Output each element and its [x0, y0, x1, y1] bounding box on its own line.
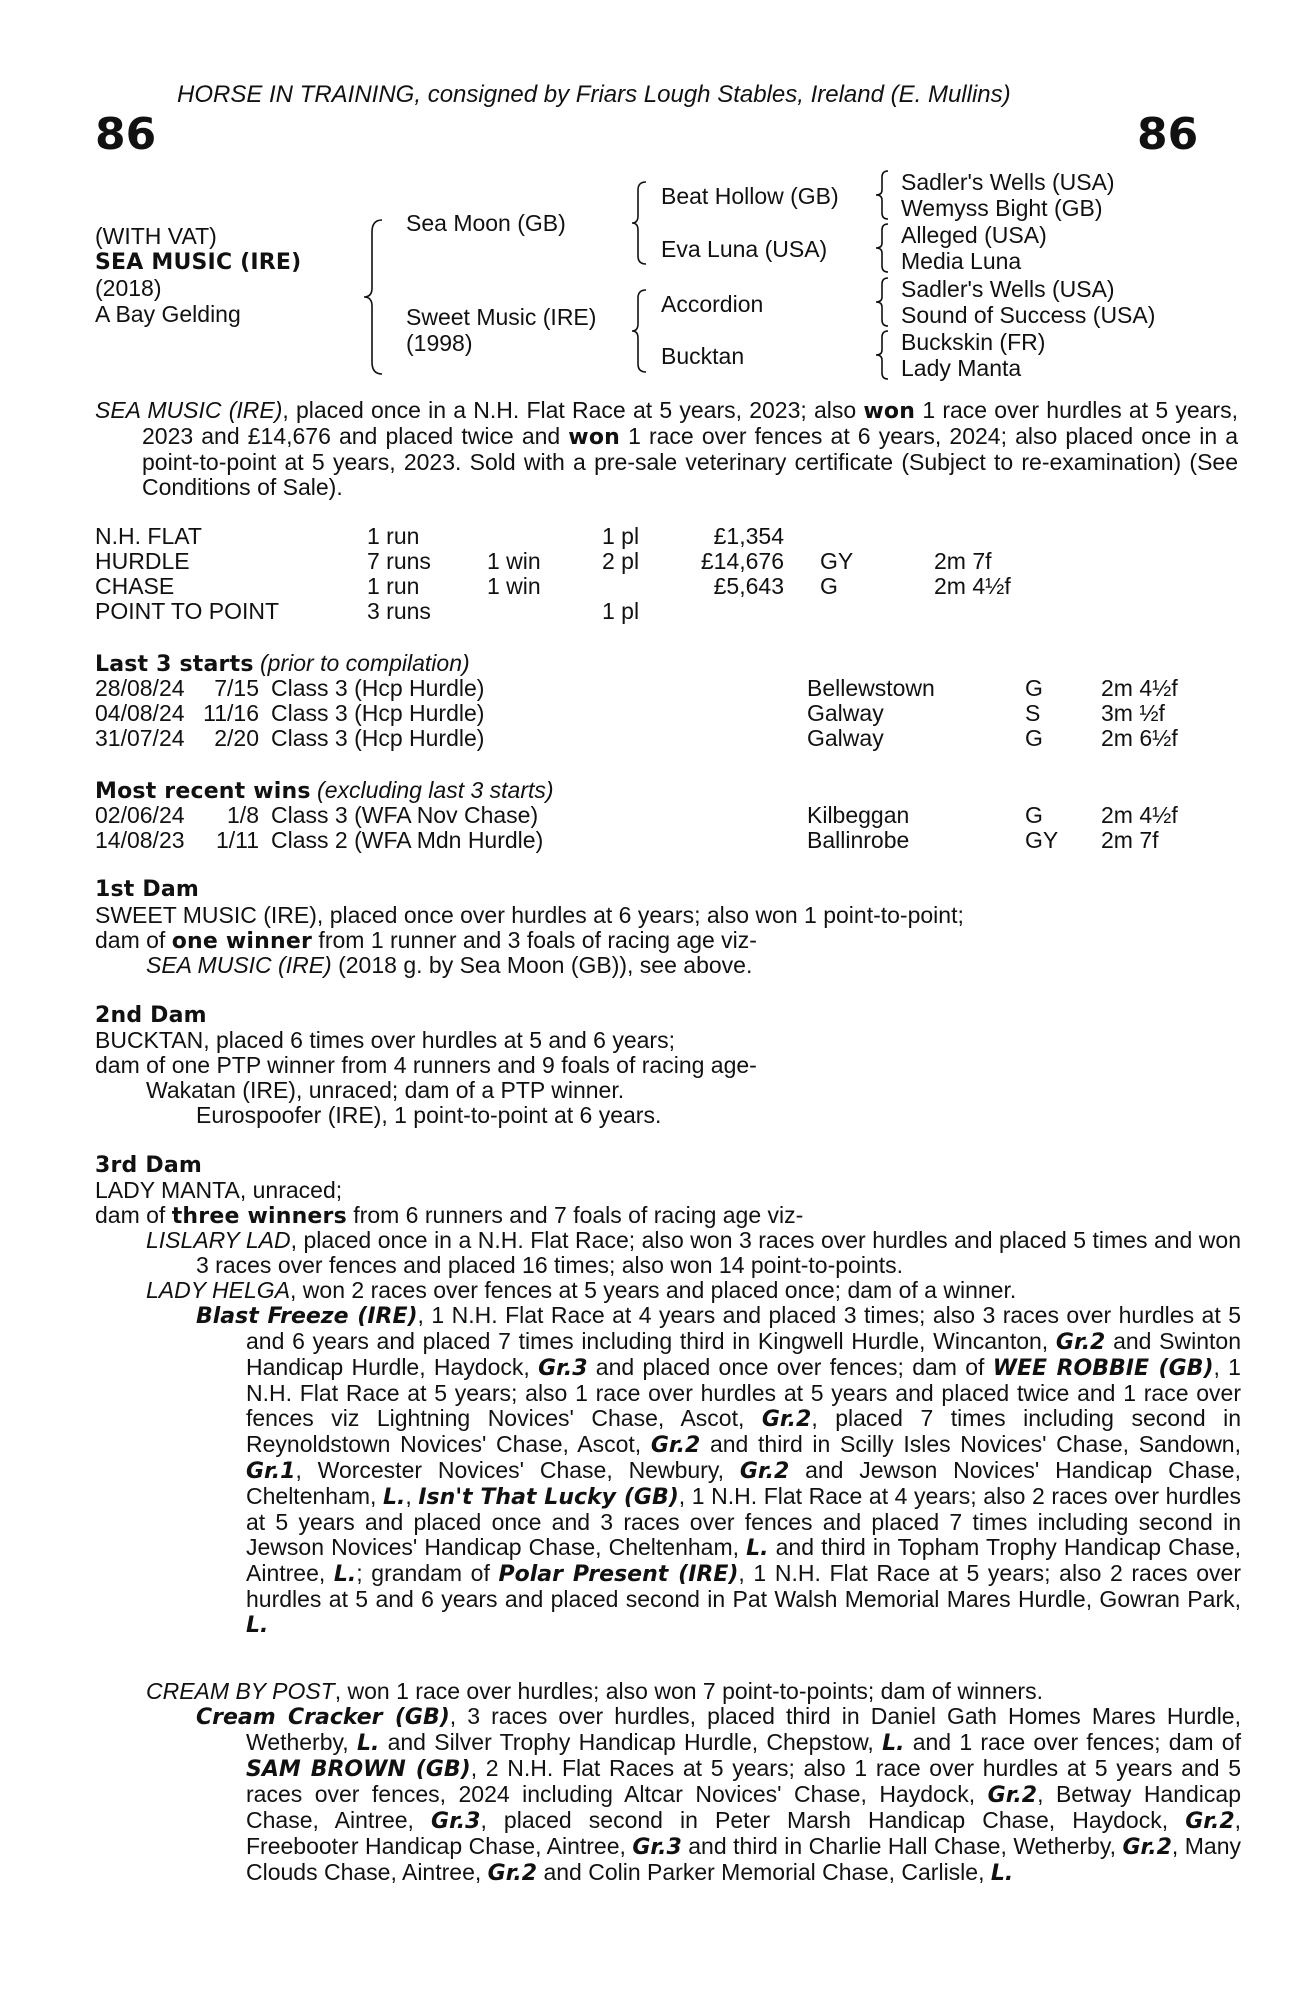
horse-name: SEA MUSIC (IRE) [95, 250, 302, 275]
pedigree-brace-g2 [874, 222, 892, 274]
text: and Jewson Novices' Handicap Chase, Cheltenham, [246, 1457, 1241, 1509]
granddam-media-luna: Media Luna [901, 248, 1022, 274]
bold-name: SAM BROWN (GB) [246, 1757, 471, 1782]
section-note: (excluding last 3 starts) [310, 777, 554, 803]
record-wins: 1 win [487, 548, 541, 574]
start-going: S [1025, 700, 1041, 726]
summary-won: won [863, 399, 916, 424]
grade: Gr.2 [761, 1407, 812, 1432]
text: , [405, 1483, 419, 1509]
pedigree-brace-main [362, 218, 386, 376]
text: and 1 race over fences; dam of [904, 1729, 1241, 1755]
grade: L. [246, 1613, 269, 1638]
dam-year: (1998) [406, 330, 473, 356]
start-date: 31/07/24 [95, 725, 185, 751]
grade: L. [990, 1861, 1014, 1886]
record-distance: 2m 7f [934, 548, 992, 574]
win-course: Ballinrobe [807, 827, 910, 853]
text: and placed once over fences; dam of [587, 1354, 993, 1380]
win-date: 02/06/24 [95, 802, 185, 828]
offspring-blast-freeze [196, 1303, 1241, 1638]
start-date: 28/08/24 [95, 675, 185, 701]
horse-year: (2018) [95, 275, 162, 301]
section-note: (prior to compilation) [253, 650, 470, 676]
last-starts-table [95, 676, 1178, 751]
summary-text: 1 race over hurdles at 5 years, 2023 and £14,676 and placed twice and [142, 397, 1238, 449]
grade: Gr.2 [1055, 1330, 1106, 1355]
start-position: 2/20 [214, 725, 259, 751]
start-race: Class 3 (Hcp Hurdle) [271, 700, 485, 726]
text: , placed 7 times including second in Reynoldstown Novices' Chase, Ascot, [246, 1405, 1241, 1457]
race-record-row [95, 599, 1011, 624]
start-course: Bellewstown [807, 675, 935, 701]
text: dam of [95, 1202, 172, 1228]
race-record-table [95, 524, 1011, 624]
text: , Freebooter Handicap Chase, Aintree, [246, 1807, 1242, 1859]
start-distance: 3m ½f [1101, 700, 1165, 726]
section-heading: Most recent wins [95, 779, 311, 804]
record-wins: 1 win [487, 573, 541, 599]
grade: L. [356, 1731, 380, 1756]
text: dam of [95, 927, 172, 953]
bold-name: Cream Cracker (GB) [196, 1705, 450, 1730]
summary-horse-name: SEA MUSIC (IRE) [95, 397, 283, 423]
second-dam-produce-line: dam of one PTP winner from 4 runners and 9 foals of racing age- [95, 1052, 757, 1078]
offspring-cream-cracker [196, 1704, 1241, 1886]
section-heading: Last 3 starts [95, 652, 254, 677]
pedigree-brace-g3 [874, 276, 892, 328]
record-runs: 1 run [367, 573, 420, 599]
recent-wins-table [95, 803, 1178, 853]
win-position: 1/8 [227, 802, 259, 828]
text: , Worcester Novices' Chase, Newbury, [295, 1457, 740, 1483]
offspring-name: SEA MUSIC (IRE) [146, 952, 332, 978]
text: from 6 runners and 7 foals of racing age viz- [346, 1202, 804, 1228]
start-going: G [1025, 675, 1043, 701]
start-row [95, 701, 1178, 726]
vat-label: (WITH VAT) [95, 223, 217, 249]
record-going [820, 599, 934, 624]
text: and Silver Trophy Handicap Hurdle, Chepstow, [379, 1729, 883, 1755]
race-record-row [95, 549, 1011, 574]
race-record-row [95, 574, 1011, 599]
third-dam-produce-line [95, 1203, 803, 1229]
first-dam-offspring [146, 953, 752, 978]
record-going [820, 524, 934, 549]
record-places: 1 pl [602, 523, 640, 549]
recent-wins-heading [95, 778, 554, 804]
win-course: Kilbeggan [807, 802, 910, 828]
offspring-text: , won 2 races over fences at 5 years and placed once; dam of a winner. [290, 1277, 1017, 1303]
pedigree-brace-g4 [874, 329, 892, 381]
grade: Gr.3 [632, 1835, 682, 1860]
pedigree-brace-dam [630, 288, 650, 374]
record-type: N.H. FLAT [95, 523, 202, 549]
record-runs: 7 runs [367, 548, 431, 574]
text: , 1 N.H. Flat Race at 5 years; also 2 races over hurdles at 5 and 6 years and placed second in Pat Walsh Memorial Mares Hurdle, Gowran Park, [246, 1560, 1242, 1612]
granddam-lady-manta: Lady Manta [901, 355, 1022, 381]
record-runs: 1 run [367, 523, 420, 549]
grade: L. [333, 1562, 357, 1587]
record-places [602, 574, 684, 599]
first-dam-produce-line [95, 928, 757, 954]
record-places: 1 pl [602, 598, 640, 624]
summary-won: won [568, 425, 620, 450]
dam-sire-name: Accordion [661, 291, 764, 317]
record-going: G [820, 573, 838, 599]
win-row [95, 803, 1178, 828]
grandsire-alleged: Alleged (USA) [901, 222, 1047, 248]
lot-number-right: 86 [1137, 109, 1199, 160]
text: , Many Clouds Chase, Aintree, [246, 1833, 1241, 1885]
text: , 1 N.H. Flat Race at 5 years; also 1 race over hurdles at 5 years and placed twice and 1 race over fences viz Lightning Novices' Chase, Ascot, [246, 1354, 1241, 1431]
second-dam-grandoffspring: Eurospoofer (IRE), 1 point-to-point at 6 years. [196, 1102, 662, 1128]
lot-number-left: 86 [95, 109, 157, 160]
text: and third in Topham Trophy Handicap Chase, Aintree, [246, 1534, 1241, 1586]
bold-name: Isn't That Lucky (GB) [418, 1485, 679, 1510]
offspring-text: , won 1 race over hurdles; also won 7 point-to-points; dam of winners. [334, 1678, 1043, 1704]
grade: L. [383, 1485, 406, 1510]
win-distance: 2m 4½f [1101, 802, 1178, 828]
offspring-text: (2018 g. by Sea Moon (GB)), see above. [331, 952, 753, 978]
race-record-row [95, 524, 1011, 549]
grade: Gr.3 [431, 1809, 481, 1834]
grade: Gr.2 [987, 1783, 1038, 1808]
text: and third in Scilly Isles Novices' Chase, Sandown, [700, 1431, 1241, 1457]
record-wins [487, 599, 602, 624]
third-dam-line: LADY MANTA, unraced; [95, 1177, 343, 1203]
start-course: Galway [807, 700, 884, 726]
win-date: 14/08/23 [95, 827, 185, 853]
record-type: HURDLE [95, 548, 190, 574]
text: , placed second in Peter Marsh Handicap Chase, Haydock, [480, 1807, 1186, 1833]
second-dam-heading: 2nd Dam [95, 1003, 207, 1028]
offspring-name: CREAM BY POST [146, 1678, 335, 1704]
start-race: Class 3 (Hcp Hurdle) [271, 725, 485, 751]
last-starts-heading [95, 651, 470, 677]
start-going: G [1025, 725, 1043, 751]
bold-name: Blast Freeze (IRE) [196, 1304, 418, 1329]
page-title: HORSE IN TRAINING, consigned by Friars Lough Stables, Ireland (E. Mullins) [177, 81, 1011, 108]
record-prize-money: £1,354 [713, 523, 784, 549]
record-distance: 2m 4½f [934, 573, 1011, 599]
grade: Gr.2 [1185, 1809, 1235, 1834]
record-runs: 3 runs [367, 598, 431, 624]
start-course: Galway [807, 725, 884, 751]
text: and Swinton Handicap Hurdle, Haydock, [246, 1328, 1241, 1380]
pedigree-brace-sire [630, 180, 650, 266]
start-distance: 2m 6½f [1101, 725, 1178, 751]
horse-description: A Bay Gelding [95, 301, 241, 327]
record-wins [487, 524, 602, 549]
record-prize-money: £14,676 [700, 548, 784, 574]
second-dam-line: BUCKTAN, placed 6 times over hurdles at 5 and 6 years; [95, 1027, 675, 1053]
text: , 3 races over hurdles, placed third in Daniel Gath Homes Mares Hurdle, Wetherby, [246, 1703, 1241, 1755]
pedigree-brace-g1 [874, 169, 892, 221]
win-race: Class 3 (WFA Nov Chase) [271, 802, 539, 828]
record-distance [934, 524, 1011, 549]
record-type: CHASE [95, 573, 175, 599]
record-places: 2 pl [602, 548, 640, 574]
offspring-cream-by-post [146, 1679, 1043, 1704]
grade: Gr.3 [538, 1356, 588, 1381]
start-position: 7/15 [214, 675, 259, 701]
granddam-wemyss-bight: Wemyss Bight (GB) [901, 195, 1103, 221]
grade: L. [746, 1536, 769, 1561]
offspring-lady-helga [146, 1278, 1016, 1303]
sire-sire-name: Beat Hollow (GB) [661, 183, 839, 209]
record-distance [934, 599, 1011, 624]
offspring-name: LISLARY LAD [146, 1227, 291, 1253]
start-position: 11/16 [203, 700, 259, 726]
start-distance: 2m 4½f [1101, 675, 1178, 701]
start-row [95, 676, 1178, 701]
grade: Gr.1 [246, 1459, 296, 1484]
grandsire-buckskin: Buckskin (FR) [901, 329, 1046, 355]
grade: Gr.2 [650, 1433, 701, 1458]
grandsire-sadlers-wells-2: Sadler's Wells (USA) [901, 276, 1115, 302]
text: ; grandam of [356, 1560, 499, 1586]
text: , Betway Handicap Chase, Aintree, [246, 1781, 1241, 1833]
text: and third in Charlie Hall Chase, Wetherby, [681, 1833, 1123, 1859]
first-dam-heading: 1st Dam [95, 877, 200, 902]
horse-summary [95, 398, 1238, 500]
summary-text: , placed once in a N.H. Flat Race at 5 years, 2023; also [282, 397, 864, 423]
bold-name: WEE ROBBIE (GB) [992, 1356, 1214, 1381]
text: , 1 N.H. Flat Race at 4 years; also 2 races over hurdles at 5 years and placed once and 3 races over fences and placed 7 times including second in Jewson Novices' Handicap Chase, Cheltenham, [246, 1483, 1242, 1560]
record-type: POINT TO POINT [95, 598, 280, 624]
win-going: GY [1025, 827, 1059, 853]
sire-name: Sea Moon (GB) [406, 210, 566, 236]
grade: L. [882, 1731, 905, 1756]
record-going: GY [820, 548, 854, 574]
win-row [95, 828, 1178, 853]
text: and Colin Parker Memorial Chase, Carlisle, [537, 1859, 991, 1885]
grandsire-sadlers-wells: Sadler's Wells (USA) [901, 169, 1115, 195]
record-prize-money [684, 599, 784, 624]
bold-name: Polar Present (IRE) [498, 1562, 739, 1587]
text: , 1 N.H. Flat Race at 4 years and placed 3 times; also 3 races over hurdles at 5 and 6 years and placed 7 times including third in Kingwell Hurdle, Wincanton, [246, 1302, 1241, 1354]
record-prize-money: £5,643 [713, 573, 784, 599]
start-row [95, 726, 1178, 751]
offspring-lislary-lad [146, 1228, 1241, 1278]
start-race: Class 3 (Hcp Hurdle) [271, 675, 485, 701]
first-dam-line: SWEET MUSIC (IRE), placed once over hurdles at 6 years; also won 1 point-to-point; [95, 902, 964, 928]
grade: Gr.2 [1122, 1835, 1172, 1860]
offspring-text: , placed once in a N.H. Flat Race; also won 3 races over hurdles and placed 5 times and won 3 races over fences and placed 16 times; also won 14 point-to-points. [196, 1227, 1242, 1278]
text: from 1 runner and 3 foals of racing age viz- [312, 927, 757, 953]
winners-count: three winners [171, 1204, 347, 1229]
offspring-name: LADY HELGA [146, 1277, 291, 1303]
sire-dam-name: Eva Luna (USA) [661, 236, 828, 262]
grade: Gr.2 [487, 1861, 538, 1886]
text: , 2 N.H. Flat Races at 5 years; also 1 race over hurdles at 5 years and 5 races over fences, 2024 including Altcar Novices' Chase, Haydock, [246, 1755, 1241, 1807]
second-dam-offspring: Wakatan (IRE), unraced; dam of a PTP winner. [146, 1077, 625, 1103]
third-dam-heading: 3rd Dam [95, 1153, 202, 1178]
dam-dam-name: Bucktan [661, 343, 745, 369]
winners-count: one winner [171, 929, 313, 954]
start-date: 04/08/24 [95, 700, 185, 726]
win-distance: 2m 7f [1101, 827, 1159, 853]
dam-name: Sweet Music (IRE) [406, 304, 597, 330]
grade: Gr.2 [739, 1459, 790, 1484]
summary-text: 1 race over fences at 6 years, 2024; also placed once in a point-to-point at 5 years, 2023. Sold with a pre-sale veterinary certificate (Subject to re-examination) (See Conditions of Sale). [142, 423, 1239, 500]
win-position: 1/11 [215, 827, 259, 853]
granddam-sound-of-success: Sound of Success (USA) [901, 302, 1156, 328]
win-race: Class 2 (WFA Mdn Hurdle) [271, 827, 544, 853]
win-going: G [1025, 802, 1043, 828]
